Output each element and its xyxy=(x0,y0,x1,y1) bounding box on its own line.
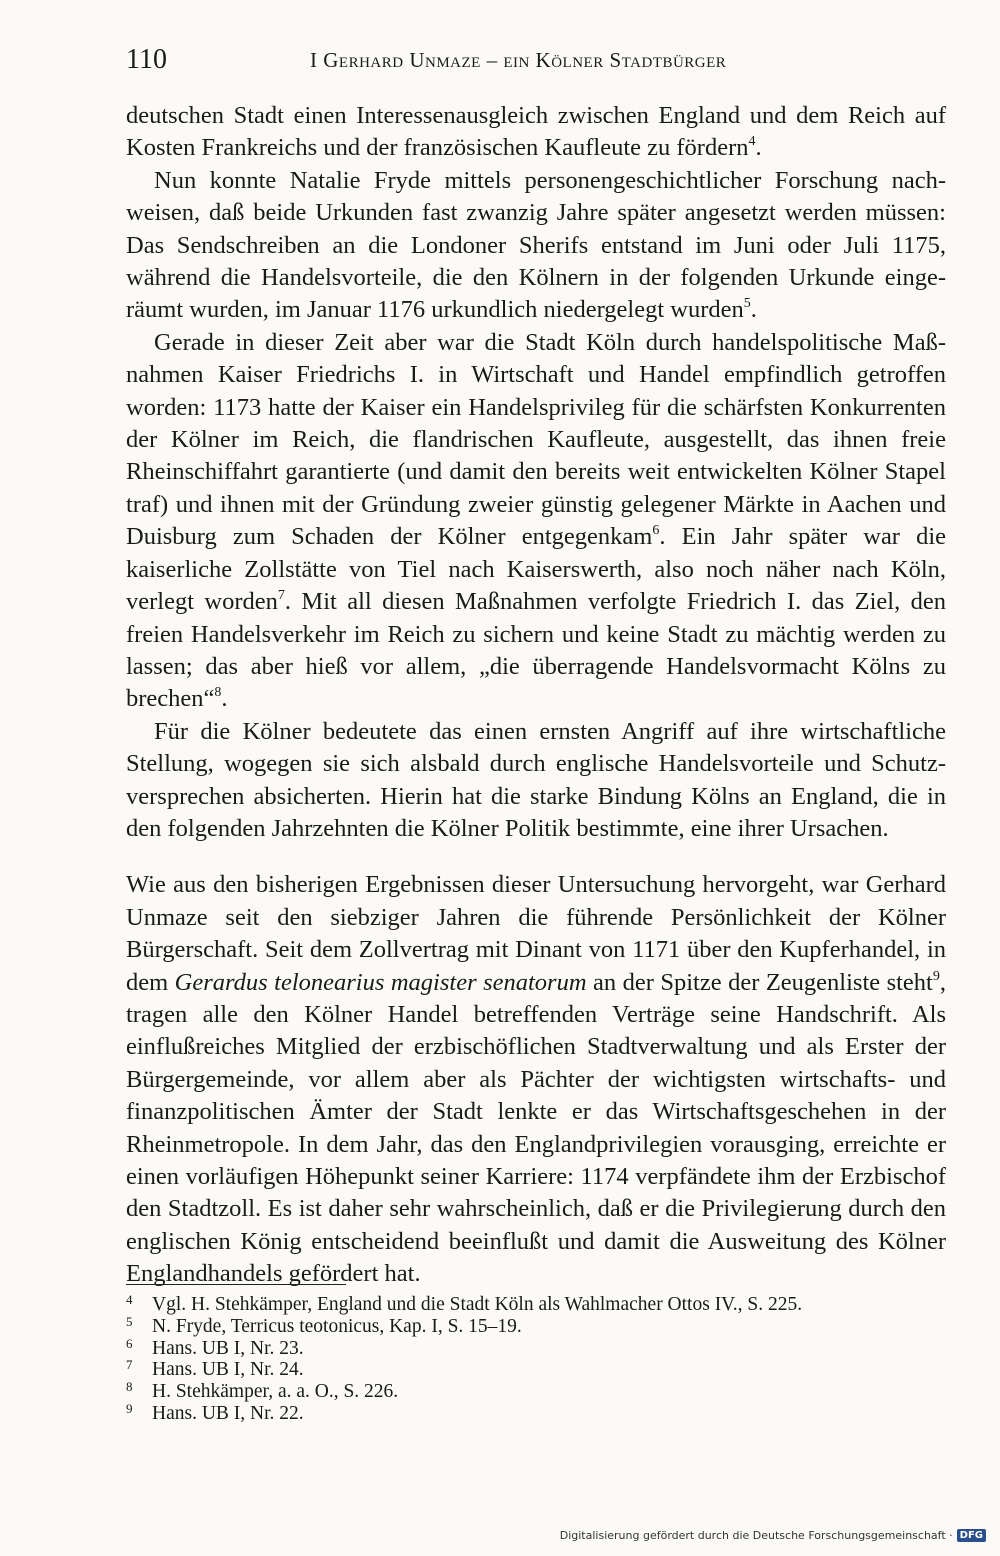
latin-quote: Gerardus telonearius magister senatorum xyxy=(174,968,587,996)
dfg-logo: DFG xyxy=(957,1529,986,1542)
paragraph: Wie aus den bisherigen Ergebnissen dieser Untersuchung hervorgeht, war Gerhard Unmaze seit den siebziger Jahren die führende Persönlichkeit der Kölner Bürgerschaft. Seit dem Zollvertrag mit Dinant von 1171 über den Kupferhandel, in dem Gerardus telonearius magister senatorum an der Spitze der Zeugenliste steht$^9$, tragen alle den Kölner Handel betreffenden Verträge seine Handschrift. Als einflußreiches Mitglied der erzbischöflichen Stadtverwaltung und als Erster der Bürgergemeinde, vor allem aber als Pächter der wichtigsten wirtschafts- und finanzpolitischen Ämter der Stadt lenkte er das Wirtschaftsgeschehen in der Rheinmetropole. In dem Jahr, das den Englandprivilegien vorausging, erreichte er einen vorläufigen Höhepunkt seiner Karriere: 1174 verpfändete ihm der Erzbischof den Stadtzoll. Es ist daher sehr wahrscheinlich, daß er die Privilegierung durch den englischen König entscheidend beeinflußt und damit die Ausweitung des Kölner Englandhandels gefördert hat. xyxy=(126,871,946,1288)
footnote: 9 Hans. UB I, Nr. 22. xyxy=(126,1400,304,1424)
footnotes xyxy=(126,1294,946,1425)
footnote-rule xyxy=(126,1284,346,1285)
footnote-ref: 9 xyxy=(932,968,940,984)
page-header xyxy=(126,44,946,84)
footnote-ref: 8 xyxy=(214,685,222,701)
page-number: 110 xyxy=(126,44,167,75)
paragraph: deutschen Stadt einen Interessenausgleich zwischen England und dem Reich auf Kosten Frankreichs und der französischen Kaufleute zu fördern$^4$. xyxy=(126,102,946,162)
footnote: 5 N. Fryde, Terricus teotonicus, Kap. I, S. 15–19. xyxy=(126,1313,522,1337)
footnote: 6 Hans. UB I, Nr. 23. xyxy=(126,1335,304,1359)
footnote: 4 Vgl. H. Stehkämper, England und die Stadt Köln als Wahlmacher Ottos IV., S. 225. xyxy=(126,1292,803,1315)
main-text xyxy=(126,100,946,1291)
footnote-ref: 6 xyxy=(652,523,660,539)
digitization-credit xyxy=(560,1529,986,1542)
footnote: 7 Hans. UB I, Nr. 24. xyxy=(126,1357,304,1381)
footnote-ref: 5 xyxy=(743,296,751,312)
paragraph: Für die Kölner bedeutete das einen ernsten Angriff auf ihre wirtschaftliche Stellung, wogegen sie sich alsbald durch englische Handelsvorteile und Schutzversprechen absicherten. Hierin hat die starke Bindung Kölns an England, die in den folgenden Jahrzehnten die Kölner Politik bestimmte, eine ihrer Ursachen. xyxy=(126,717,946,842)
footnote: 8 H. Stehkämper, a. a. O., S. 226. xyxy=(126,1379,399,1403)
footnote-ref: 7 xyxy=(277,588,285,604)
credit-text: Digitalisierung gefördert durch die Deutsche Forschungsgemeinschaft · xyxy=(559,1529,953,1542)
running-title: I Gerhard Unmaze – ein Kölner Stadtbürger xyxy=(310,48,727,72)
paragraph: Gerade in dieser Zeit aber war die Stadt Köln durch handelspolitische Maßnahmen Kaiser Friedrichs I. in Wirtschaft und Handel empfindlich getroffen worden: 1173 hatte der Kaiser ein Handelsprivileg für die schärfsten Konkurrenten der Kölner im Reich, die flandrischen Kaufleute, ausgestellt, das ihnen freie Rheinschiffahrt garantierte (und damit den bereits weit entwickelten Kölner Stapel traf) und ihnen mit der Gründung zweier günstig gelegener Märkte in Aachen und Duisburg zum Schaden der Kölner entgegenkam$^6$. Ein Jahr später war die kaiserliche Zollstätte von Tiel nach Kaiserswerth, also noch näher nach Köln, verlegt worden$^7$. Mit all diesen Maßnahmen verfolgte Friedrich I. das Ziel, den freien Handelsverkehr im Reich zu sichern und keine Stadt zu mächtig werden zu lassen; das aber hieß vor allem, „die überragende Handelsvormacht Kölns zu brechen“$^8$. xyxy=(126,328,947,713)
footnote-ref: 4 xyxy=(748,134,756,150)
paragraph: Nun konnte Natalie Fryde mittels personengeschichtlicher Forschung nachweisen, daß beide Urkunden fast zwanzig Jahre später angesetzt werden müssen: Das Sendschreiben an die Londoner Sherifs entstand im Juni oder Juli 1175, während die Handelsvorteile, die den Kölnern in der folgenden Urkunde eingeräumt wurden, im Januar 1176 urkundlich niedergelegt wurden$^5$. xyxy=(126,166,946,324)
